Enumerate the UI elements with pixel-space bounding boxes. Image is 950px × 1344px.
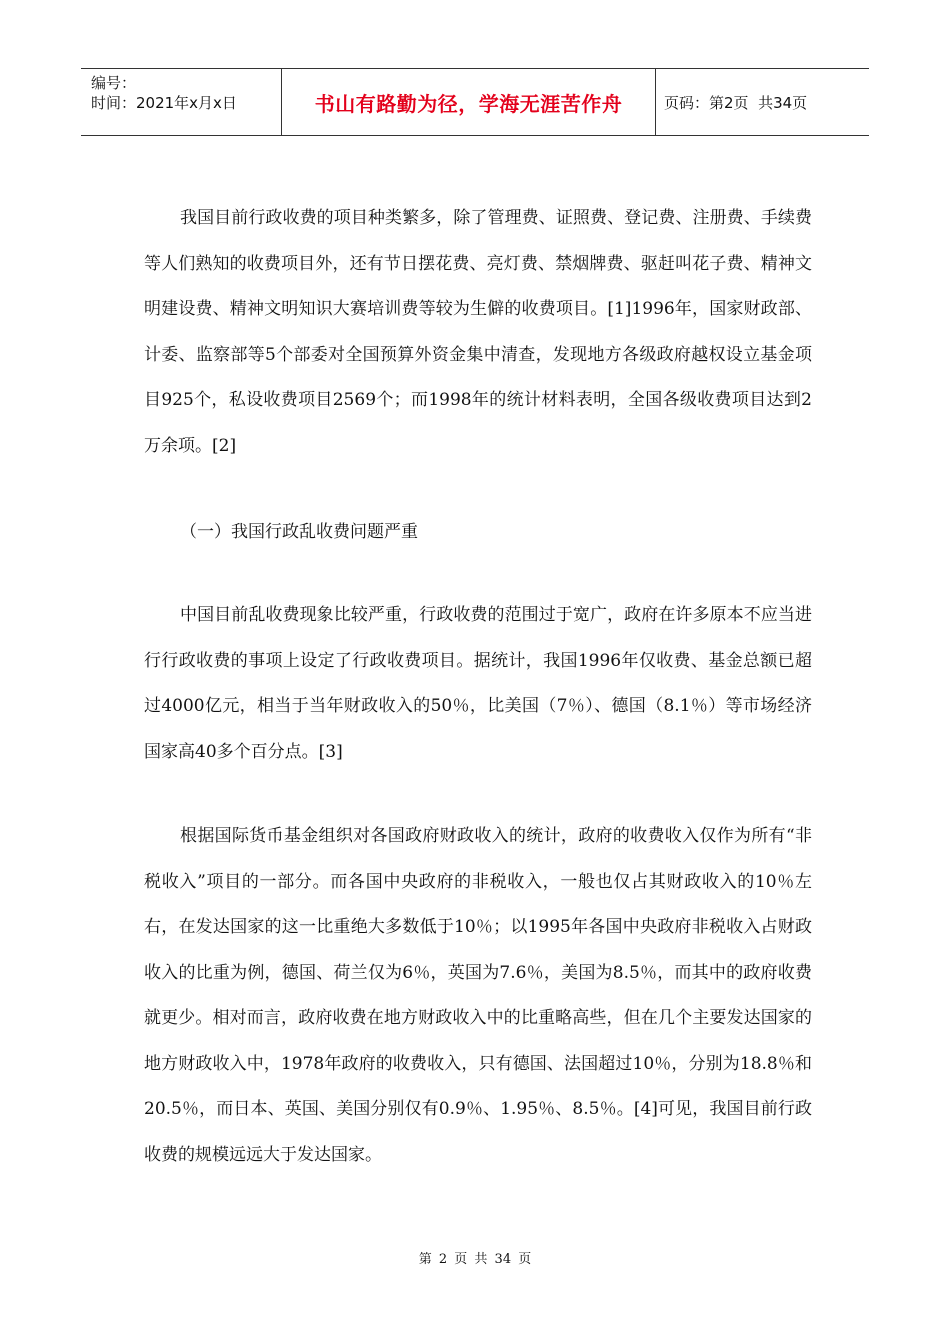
document-date-label: 时间：2021年x月x日 <box>91 94 237 112</box>
page-footer: 第 2 页 共 34 页 <box>418 1252 532 1267</box>
header-motto: 书山有路勤为径，学海无涯苦作舟 <box>282 69 656 135</box>
document-number-label: 编号： <box>91 74 137 92</box>
header-meta <box>81 69 282 135</box>
header-page-info <box>656 69 869 135</box>
header-page-label: 页码：第2页 共34页 <box>664 93 808 112</box>
page-header <box>81 68 869 136</box>
paragraph-2: 中国目前乱收费现象比较严重，行政收费的范围过于宽广，政府在许多原本不应当进行行政收费的事项上设定了行政收费项目。据统计，我国1996年仅收费、基金总额已超过4000亿元，相当于当年财政收入的50％，比美国（7％）、德国（8.1％）等市场经济国家高40多个百分点。[3] <box>144 605 812 762</box>
document-body <box>144 196 812 1178</box>
paragraph-3: 根据国际货币基金组织对各国政府财政收入的统计，政府的收费收入仅作为所有“非税收入”项目的一部分。而各国中央政府的非税收入，一般也仅占其财政收入的10％左右，在发达国家的这一比重绝大多数低于10％；以1995年各国中央政府非税收入占财政收入的比重为例，德国、荷兰仅为6％，英国为7.6％，美国为8.5％，而其中的政府收费就更少。相对而言，政府收费在地方财政收入中的比重略高些，但在几个主要发达国家的地方财政收入中，1978年政府的收费收入，只有德国、法国超过10％，分别为18.8％和20.5％，而日本、英国、美国分别仅有0.9％、1.95％、8.5％。[4]可见，我国目前行政收费的规模远远大于发达国家。 <box>144 826 812 1165</box>
section-heading: （一）我国行政乱收费问题严重 <box>180 522 418 542</box>
paragraph-1: 我国目前行政收费的项目种类繁多，除了管理费、证照费、登记费、注册费、手续费等人们熟知的收费项目外，还有节日摆花费、亮灯费、禁烟牌费、驱赶叫花子费、精神文明建设费、精神文明知识大赛培训费等较为生僻的收费项目。[1]1996年，国家财政部、计委、监察部等5个部委对全国预算外资金集中清查，发现地方各级政府越权设立基金项目925个，私设收费项目2569个；而1998年的统计材料表明，全国各级收费项目达到2万余项。[2] <box>144 208 812 456</box>
